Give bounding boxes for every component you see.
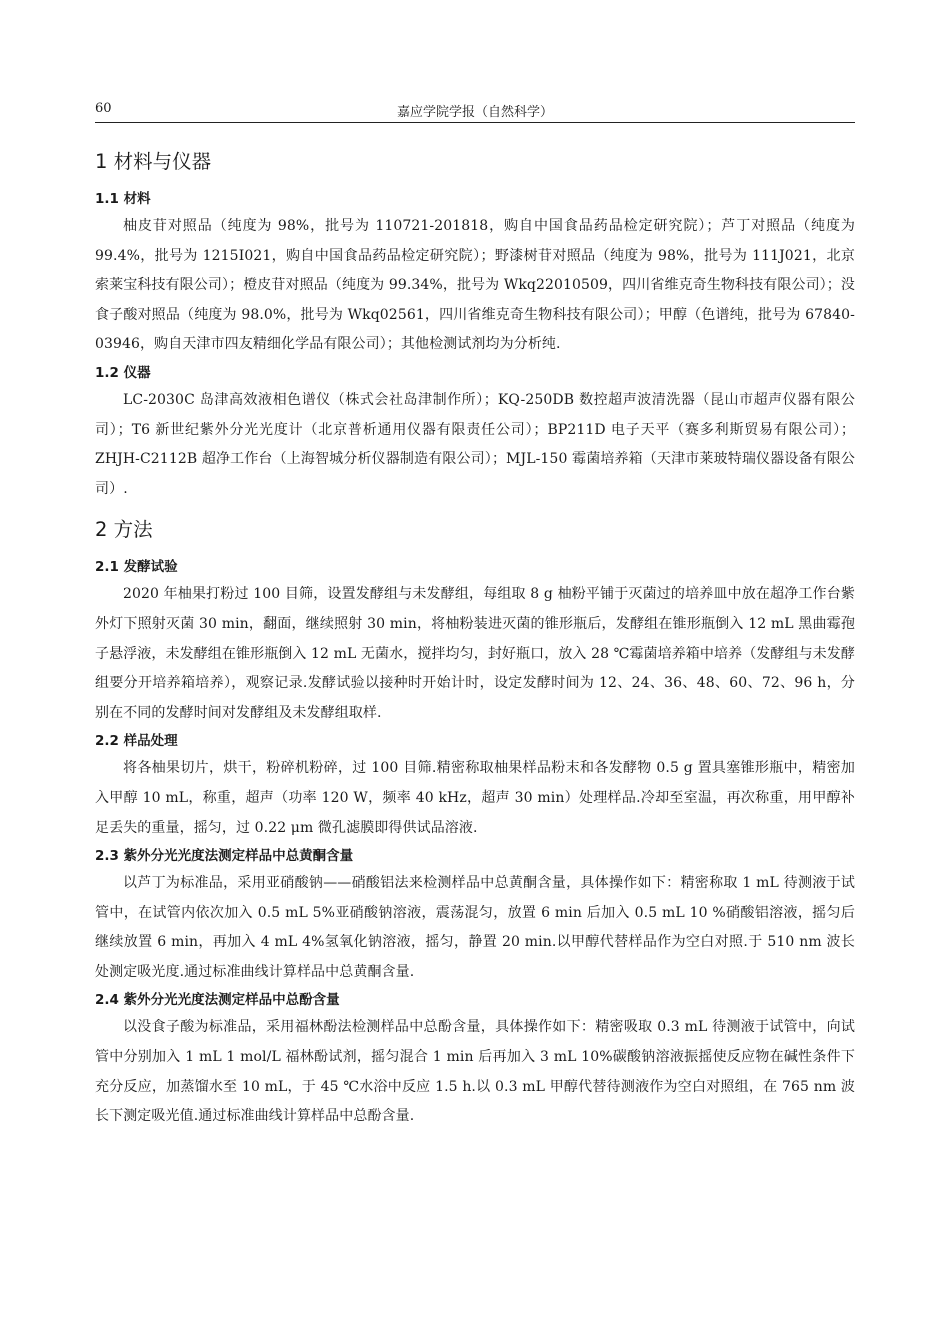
page-number: 60 bbox=[95, 101, 112, 116]
running-header bbox=[95, 100, 855, 123]
article-body bbox=[95, 142, 855, 1132]
paragraph-sample-processing: 将各柚果切片，烘干，粉碎机粉碎，过 100 目筛.精密称取柚果样品粉末和各发酵物 0.5 g 置具塞锥形瓶中，精密加入甲醇 10 mL，称重，超声（功率 120 W，频率 40 kHz，超声 30 min）处理样品.冷却至室温，再次称重，用甲醇补足丢失的重量，摇匀，过 0.22 μm 微孔滤膜即得供试品溶液. bbox=[95, 760, 855, 836]
journal-title: 嘉应学院学报（自然科学） bbox=[396, 105, 553, 120]
paragraph-fermentation: 2020 年柚果打粉过 100 目筛，设置发酵组与未发酵组，每组取 8 g 柚粉平铺于灭菌过的培养皿中放在超净工作台紫外灯下照射灭菌 30 min，翻面，继续照射 30 min，将柚粉装进灭菌的锥形瓶后，发酵组在锥形瓶倒入 12 mL 黑曲霉孢子悬浮液，未发酵组在锥形瓶倒入 12 mL 无菌水，搅拌均匀，封好瓶口，放入 28 ℃霉菌培养箱中培养（发酵组与未发酵组要分开培养箱培养），观察记录.发酵试验以接种时开始计时，设定发酵时间为 12、24、36、48、60、72、96 h，分别在不同的发酵时间对发酵组及未发酵组取样. bbox=[95, 586, 856, 721]
paragraph-materials: 柚皮苷对照品（纯度为 98%，批号为 110721-201818，购自中国食品药品检定研究院）；芦丁对照品（纯度为 99.4%，批号为 1215I021，购自中国食品药品检定研究院）；野漆树苷对照品（纯度为 98%，批号为 111J021，北京索莱宝科技有限公司）；橙皮苷对照品（纯度为 99.34%，批号为 Wkq22010509，四川省维克奇生物科技有限公司）；没食子酸对照品（纯度为 98.0%，批号为 Wkq02561，四川省维克奇生物科技有限公司）；甲醇（色谱纯，批号为 67840-03946，购自天津市四友精细化学品有限公司）；其他检测试剂均为分析纯. bbox=[95, 218, 855, 353]
section-heading-materials: 1 材料与仪器 bbox=[95, 150, 212, 173]
section-heading-methods: 2 方法 bbox=[95, 518, 153, 542]
subsection-heading-instruments: 1.2 仪器 bbox=[95, 364, 151, 381]
subsection-heading-total-flavonoids: 2.3 紫外分光光度法测定样品中总黄酮含量 bbox=[95, 848, 354, 865]
subsection-heading-fermentation: 2.1 发酵试验 bbox=[95, 559, 178, 576]
subsection-heading-total-phenols: 2.4 紫外分光光度法测定样品中总酚含量 bbox=[95, 992, 340, 1009]
journal-page bbox=[95, 0, 855, 1344]
paragraph-total-phenols: 以没食子酸为标准品，采用福林酚法检测样品中总酚含量，具体操作如下：精密吸取 0.3 mL 待测液于试管中，向试管中分别加入 1 mL 1 mol/L 福林酚试剂，摇匀混合 1 min 后再加入 3 mL 10%碳酸钠溶液振摇使反应物在碱性条件下充分反应，加蒸馏水至 10 mL，于 45 ℃水浴中反应 1.5 h.以 0.3 mL 甲醇代替待测液作为空白对照组，在 765 nm 波长下测定吸光值.通过标准曲线计算样品中总酚含量. bbox=[95, 1019, 855, 1125]
subsection-heading-sample-processing: 2.2 样品处理 bbox=[95, 733, 178, 750]
paragraph-total-flavonoids: 以芦丁为标准品，采用亚硝酸钠——硝酸铝法来检测样品中总黄酮含量，具体操作如下：精密称取 1 mL 待测液于试管中，在试管内依次加入 0.5 mL 5%亚硝酸钠溶液，震荡混匀，放置 6 min 后加入 0.5 mL 10 %硝酸铝溶液，摇匀后继续放置 6 min，再加入 4 mL 4%氢氧化钠溶液，摇匀，静置 20 min.以甲醇代替样品作为空白对照.于 510 nm 波长处测定吸光度.通过标准曲线计算样品中总黄酮含量. bbox=[95, 875, 855, 980]
paragraph-instruments: LC-2030C 岛津高效液相色谱仪（株式会社岛津制作所）；KQ-250DB 数控超声波清洗器（昆山市超声仪器有限公司）；T6 新世纪紫外分光光度计（北京普析通用仪器有限责任公司）；BP211D 电子天平（赛多利斯贸易有限公司）；ZHJH-C2112B 超净工作台（上海智城分析仪器制造有限公司）；MJL-150 霉菌培养箱（天津市莱玻特瑞仪器设备有限公司）. bbox=[95, 391, 855, 497]
subsection-heading-materials: 1.1 材料 bbox=[95, 191, 151, 207]
